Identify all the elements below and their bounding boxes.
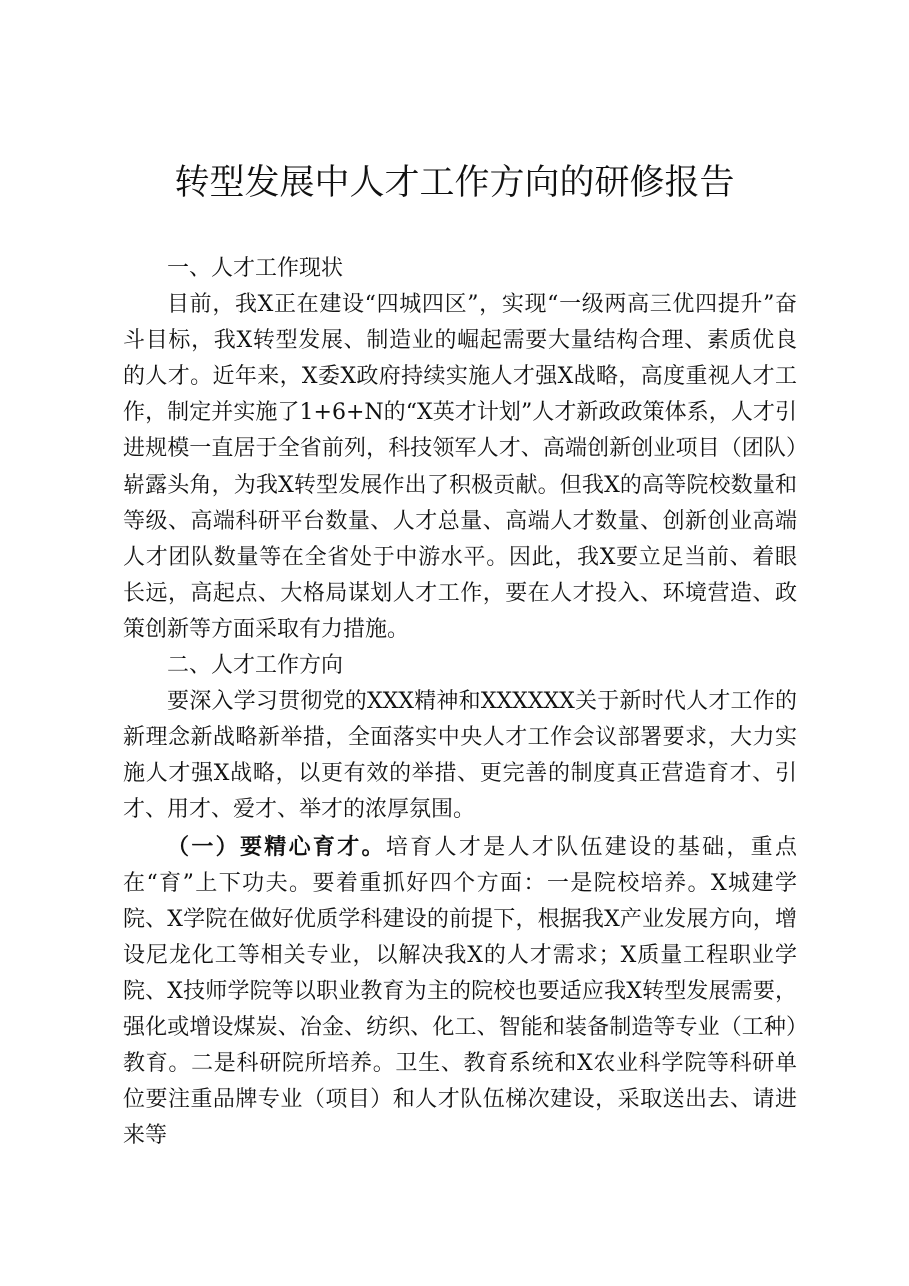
- subsection-heading-cultivate: （一）要精心育才。: [167, 833, 386, 860]
- section-heading-direction: 二、人才工作方向: [167, 653, 344, 679]
- document-title: 转型发展中人才工作方向的研修报告: [174, 163, 735, 203]
- section-heading-status: 一、人才工作现状: [167, 256, 344, 281]
- paragraph-cultivate-text: 培育人才是人才队伍建设的基础，重点在“育”上下功夫。要着重抓好四个方面：一是院校培养。X城建学院、X学院在做好优质学科建设的前提下，根据我X产业发展方向，增设尼龙化工等相关专业，以解决我X的人才需求；X质量工程职业学院、X技师学院等以职业教育为主的院校也要适应我X转型发展需要，强化或增设煤炭、冶金、纺织、化工、智能和装备制造等专业（工种）教育。二是科研院所培养。卫生、教育系统和X农业科学院等科研单位要注重品牌专业（项目）和人才队伍梯次建设，采取送出去、请进来等: [123, 834, 797, 1149]
- paragraph-direction: 要深入学习贯彻党的XXX精神和XXXXXX关于新时代人才工作的新理念新战略新举措，全面落实中央人才工作会议部署要求，大力实施人才强X战略，以更有效的举措、更完善的制度真正营造育才、引才、用才、爱才、举才的浓厚氛围。: [123, 689, 797, 823]
- paragraph-cultivate: [123, 829, 797, 1155]
- document-body: [123, 251, 797, 1154]
- paragraph-status: 目前，我X正在建设“四城四区”，实现“一级两高三优四提升”奋斗目标，我X转型发展、制造业的崛起需要大量结构合理、素质优良的人才。近年来，X委X政府持续实施人才强X战略，高度重视人才工作，制定并实施了1+6+N的“X英才计划”人才新政政策体系，人才引进规模一直居于全省前列，科技领军人才、高端创新创业项目（团队）崭露头角，为我X转型发展作出了积极贡献。但我X的高等院校数量和等级、高端科研平台数量、人才总量、高端人才数量、创新创业高端人才团队数量等在全省处于中游水平。因此，我X要立足当前、着眼长远，高起点、大格局谋划人才工作，要在人才投入、环境营造、政策创新等方面采取有力措施。: [123, 292, 797, 642]
